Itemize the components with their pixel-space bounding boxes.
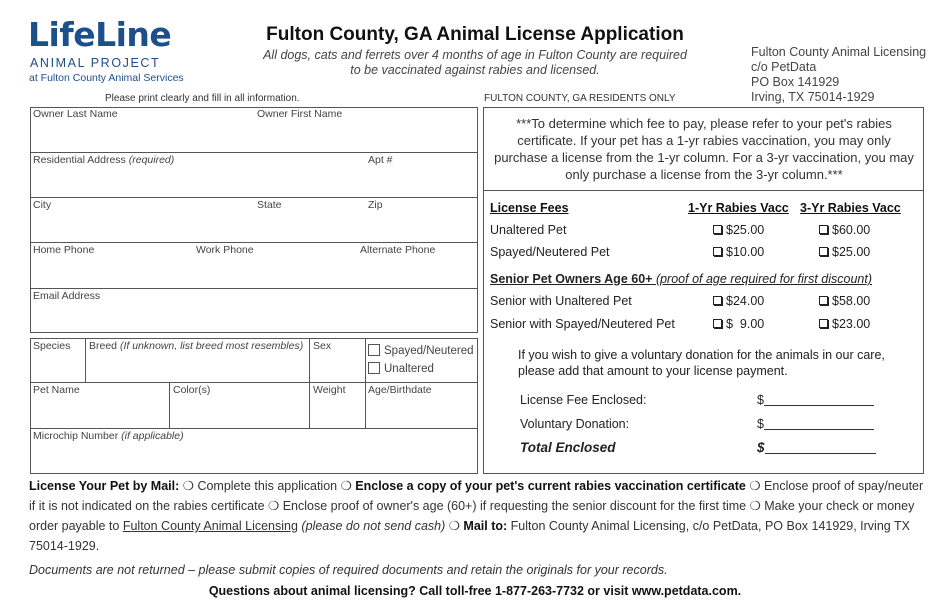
fee-option-checkbox[interactable] bbox=[713, 245, 764, 259]
amount-blank[interactable] bbox=[764, 393, 874, 406]
fee-amount: $10.00 bbox=[726, 245, 765, 259]
spayed-neutered-checkbox[interactable] bbox=[368, 344, 474, 357]
mail-to-address: Fulton County Animal Licensing, c/o PetData, PO Box 141929, Irving TX 75014-1929. bbox=[29, 519, 910, 553]
mailing-address bbox=[751, 45, 926, 105]
fee-option-checkbox[interactable] bbox=[819, 223, 870, 237]
checkbox-icon[interactable] bbox=[713, 225, 722, 234]
instruction-step: Enclose a copy of your pet's current rabies vaccination certificate bbox=[355, 479, 746, 493]
age-birthdate-field[interactable]: Age/Birthdate bbox=[368, 384, 432, 396]
instruction-step: Enclose proof of owner's age (60+) if requesting the senior discount for the first time bbox=[282, 499, 747, 513]
colors-field[interactable]: Color(s) bbox=[173, 384, 211, 396]
dollar-sign: $ bbox=[757, 393, 764, 407]
donation-input[interactable] bbox=[757, 417, 874, 431]
checkbox-icon[interactable] bbox=[713, 247, 722, 256]
microchip-field[interactable] bbox=[33, 430, 184, 442]
breed-label: Breed bbox=[89, 340, 118, 352]
payee-name: Fulton County Animal Licensing bbox=[122, 519, 298, 533]
microchip-label: Microchip Number bbox=[33, 430, 119, 442]
breed-note: (If unknown, list breed most resembles) bbox=[119, 340, 304, 352]
fee-amount: $60.00 bbox=[832, 223, 871, 237]
checkbox-icon[interactable] bbox=[368, 362, 380, 374]
dollar-sign: $ bbox=[757, 417, 764, 431]
state-field[interactable]: State bbox=[257, 199, 282, 211]
pet-info-box bbox=[30, 338, 478, 474]
dollar-sign: $ bbox=[757, 440, 765, 455]
sex-field[interactable]: Sex bbox=[313, 340, 332, 352]
amount-blank[interactable] bbox=[764, 417, 874, 430]
fee-amount: $25.00 bbox=[832, 245, 871, 259]
spayed-label: Spayed/Neutered bbox=[384, 345, 474, 357]
fee-row-label: Senior with Spayed/Neutered Pet bbox=[490, 317, 675, 331]
senior-heading-note: (proof of age required for first discount) bbox=[655, 272, 873, 286]
owner-last-name-field[interactable]: Owner Last Name bbox=[33, 108, 118, 120]
residents-only-note: FULTON COUNTY, GA RESIDENTS ONLY bbox=[484, 93, 676, 104]
total-label: Total Enclosed bbox=[520, 440, 616, 455]
mail-to-lead: Mail to: bbox=[463, 519, 508, 533]
residential-address-field[interactable] bbox=[33, 154, 174, 166]
fee-option-checkbox[interactable] bbox=[713, 223, 764, 237]
fee-amount: $23.00 bbox=[832, 317, 871, 331]
logo-wordmark: LifeLine bbox=[28, 15, 172, 54]
fee-amount: $ 9.00 bbox=[726, 317, 765, 331]
instruction-step: Make your check or money order payable to bbox=[29, 499, 915, 533]
fee-option-checkbox[interactable] bbox=[819, 294, 870, 308]
address-line: PO Box 141929 bbox=[751, 75, 840, 89]
fee-enclosed-input[interactable] bbox=[757, 393, 874, 407]
page-title: Fulton County, GA Animal License Application bbox=[266, 24, 684, 45]
weight-field[interactable]: Weight bbox=[313, 384, 346, 396]
fee-option-checkbox[interactable] bbox=[713, 294, 764, 308]
no-cash-note: (please do not send cash) bbox=[301, 519, 446, 533]
unaltered-checkbox[interactable] bbox=[368, 362, 434, 375]
residential-address-label: Residential Address bbox=[33, 154, 126, 166]
owner-first-name-field[interactable]: Owner First Name bbox=[257, 108, 343, 120]
instruction-step: Complete this application bbox=[197, 479, 338, 493]
license-fees-heading: License Fees bbox=[490, 201, 569, 215]
page-subtitle: All dogs, cats and ferrets over 4 months of age in Fulton County are required to be vaccinated against rabies and licensed. bbox=[263, 48, 687, 77]
logo-subtitle: ANIMAL PROJECT bbox=[30, 56, 161, 70]
pet-name-field[interactable]: Pet Name bbox=[33, 384, 80, 396]
contact-footer: Questions about animal licensing? Call toll-free 1-877-263-7732 or visit www.petdata.com. bbox=[208, 584, 742, 598]
zip-field[interactable]: Zip bbox=[368, 199, 383, 211]
address-line: Fulton County Animal Licensing bbox=[751, 45, 927, 59]
fee-amount: $25.00 bbox=[726, 223, 765, 237]
breed-field[interactable] bbox=[89, 340, 303, 352]
one-year-column-heading: 1-Yr Rabies Vacc bbox=[688, 201, 789, 215]
instructions-lead: License Your Pet by Mail: bbox=[29, 479, 180, 493]
senior-heading-label: Senior Pet Owners Age 60+ bbox=[490, 272, 653, 286]
checkbox-icon[interactable] bbox=[819, 319, 828, 328]
city-field[interactable]: City bbox=[33, 199, 52, 211]
checkbox-icon[interactable] bbox=[819, 225, 828, 234]
unaltered-label: Unaltered bbox=[384, 363, 434, 375]
fee-row-label: Senior with Unaltered Pet bbox=[490, 294, 632, 308]
checkbox-icon[interactable] bbox=[819, 247, 828, 256]
fee-intro: ***To determine which fee to pay, please refer to your pet's rabies certificate. If your pet has a 1-yr rabies vaccination, you may only purchase a license from the 1-yr column. For a 3-yr vaccination, you may only purchase a license from the 3-yr column.*** bbox=[494, 116, 914, 182]
email-field[interactable]: Email Address bbox=[33, 290, 101, 302]
checkbox-icon[interactable] bbox=[713, 296, 722, 305]
fee-option-checkbox[interactable] bbox=[713, 317, 764, 331]
logo-tagline: at Fulton County Animal Services bbox=[29, 72, 184, 84]
alternate-phone-field[interactable]: Alternate Phone bbox=[360, 244, 436, 256]
checkbox-icon[interactable] bbox=[819, 296, 828, 305]
microchip-note: (if applicable) bbox=[121, 430, 184, 442]
senior-heading bbox=[490, 272, 872, 286]
documents-note: Documents are not returned – please submit copies of required documents and retain the originals for your records. bbox=[29, 563, 668, 577]
fee-row-label: Unaltered Pet bbox=[490, 223, 567, 237]
address-line: Irving, TX 75014-1929 bbox=[751, 90, 875, 104]
fee-enclosed-label: License Fee Enclosed: bbox=[520, 393, 647, 407]
total-input[interactable] bbox=[757, 440, 876, 455]
address-line: c/o PetData bbox=[751, 60, 817, 74]
work-phone-field[interactable]: Work Phone bbox=[196, 244, 254, 256]
fee-amount: $58.00 bbox=[832, 294, 871, 308]
three-year-column-heading: 3-Yr Rabies Vacc bbox=[800, 201, 901, 215]
checkbox-icon[interactable] bbox=[368, 344, 380, 356]
apt-field[interactable]: Apt # bbox=[368, 154, 393, 166]
print-instruction: Please print clearly and fill in all information. bbox=[105, 93, 300, 104]
fee-option-checkbox[interactable] bbox=[819, 245, 870, 259]
required-note: (required) bbox=[128, 154, 175, 166]
fee-row-label: Spayed/Neutered Pet bbox=[490, 245, 610, 259]
donation-label: Voluntary Donation: bbox=[520, 417, 630, 431]
instruction-step: Enclose proof of spay/neuter if it is not indicated on the rabies certificate bbox=[29, 479, 924, 513]
fee-option-checkbox[interactable] bbox=[819, 317, 870, 331]
fee-amount: $24.00 bbox=[726, 294, 765, 308]
species-field[interactable]: Species bbox=[33, 340, 71, 352]
donation-text: If you wish to give a voluntary donation for the animals in our care, please add that amount to your license payment. bbox=[518, 348, 885, 378]
home-phone-field[interactable]: Home Phone bbox=[33, 244, 95, 256]
amount-blank[interactable] bbox=[765, 441, 876, 454]
mail-instructions: License Your Pet by Mail: ❍ Complete this application ❍ Enclose a copy of your pet's current rabies vaccination certificate ❍ Enclose proof of spay/neuter if it is not indicated on the rabies certificate ❍ Enclose proof of owner's age (60+) if requesting the senior discount for the first time ❍ Make your check or money order payable to Fulton County Animal Licensing (please do not send cash) ❍ Mail to: Fulton County Animal Licensing, c/o PetData, PO Box 141929, Irving TX 75014-1929. bbox=[29, 479, 924, 553]
checkbox-icon[interactable] bbox=[713, 319, 722, 328]
